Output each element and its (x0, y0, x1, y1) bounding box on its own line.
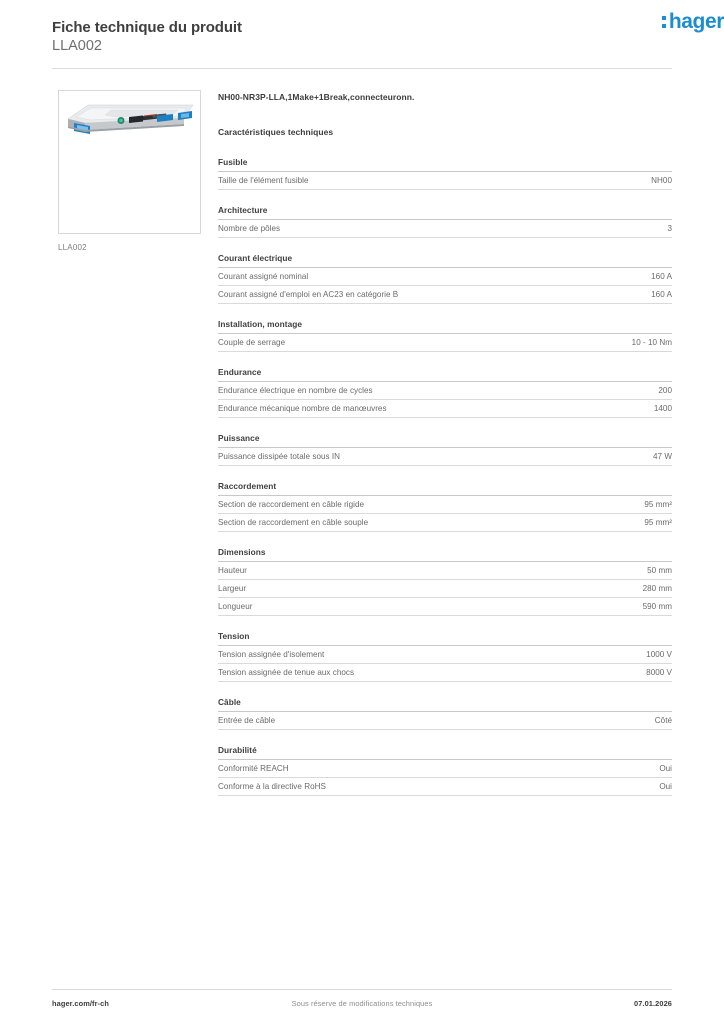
spec-group (218, 157, 672, 190)
spec-group (218, 745, 672, 796)
spec-group (218, 433, 672, 466)
spec-row-value: 160 A (651, 289, 672, 299)
spec-row (218, 562, 672, 580)
spec-row-label: Tension assignée d'isolement (218, 649, 325, 659)
spec-row (218, 514, 672, 532)
spec-group-title: Puissance (218, 433, 672, 448)
spec-row (218, 760, 672, 778)
spec-row-value: 1400 (653, 403, 672, 413)
spec-group-title: Dimensions (218, 547, 672, 562)
spec-row (218, 334, 672, 352)
spec-row-value: 280 mm (642, 583, 672, 593)
logo-colon-icon (662, 13, 666, 30)
spec-group-title: Installation, montage (218, 319, 672, 334)
spec-row-label: Courant assigné nominal (218, 271, 309, 281)
spec-row (218, 580, 672, 598)
spec-group-title: Fusible (218, 157, 672, 172)
spec-row (218, 664, 672, 682)
spec-row-label: Entrée de câble (218, 715, 276, 725)
spec-group (218, 631, 672, 682)
spec-row-label: Endurance mécanique nombre de manœuvres (218, 403, 387, 413)
spec-row (218, 448, 672, 466)
footer-disclaimer: Sous réserve de modifications techniques (291, 999, 433, 1008)
page-footer (52, 999, 672, 1011)
spec-group-title: Architecture (218, 205, 672, 220)
page-title: Fiche technique du produit (52, 19, 242, 36)
hager-logo (662, 9, 724, 33)
spec-group (218, 319, 672, 352)
spec-group-title: Câble (218, 697, 672, 712)
spec-group-title: Courant électrique (218, 253, 672, 268)
footer-divider (52, 989, 672, 990)
spec-groups-container (218, 157, 672, 796)
spec-row-label: Puissance dissipée totale sous IN (218, 451, 341, 461)
spec-group-title: Durabilité (218, 745, 672, 760)
spec-row (218, 286, 672, 304)
logo-wordmark: hager (668, 9, 724, 33)
spec-group (218, 547, 672, 616)
spec-row (218, 172, 672, 190)
spec-row-value: 47 W (652, 451, 672, 461)
product-image-caption: LLA002 (58, 243, 87, 252)
spec-group (218, 253, 672, 304)
spec-row-value: 590 mm (642, 601, 672, 611)
spec-row-label: Conformité REACH (218, 763, 289, 773)
header-divider (52, 68, 672, 69)
spec-row-label: Section de raccordement en câble souple (218, 517, 369, 527)
spec-row-value: Oui (659, 763, 672, 773)
footer-website-link[interactable]: hager.com/fr-ch (52, 999, 109, 1008)
spec-row-value: 8000 V (646, 667, 672, 677)
spec-row-label: Nombre de pôles (218, 223, 281, 233)
spec-row-value: Oui (659, 781, 672, 791)
spec-row-label: Tension assignée de tenue aux chocs (218, 667, 355, 677)
spec-row (218, 646, 672, 664)
product-figure (58, 90, 201, 252)
spec-group (218, 481, 672, 532)
spec-row-value: 3 (667, 223, 672, 233)
spec-row (218, 712, 672, 730)
spec-group-title: Tension (218, 631, 672, 646)
spec-group-title: Raccordement (218, 481, 672, 496)
spec-group (218, 205, 672, 238)
spec-row-label: Section de raccordement en câble rigide (218, 499, 365, 509)
spec-group-title: Endurance (218, 367, 672, 382)
spec-row-value: Côté (654, 715, 672, 725)
spec-row-value: 50 mm (647, 565, 672, 575)
spec-row (218, 400, 672, 418)
spec-row-value: 200 (658, 385, 672, 395)
product-photo-image (59, 93, 200, 153)
spec-row-label: Taille de l'élément fusible (218, 175, 309, 185)
page-header (52, 18, 672, 62)
page-subtitle-product-ref: LLA002 (52, 38, 102, 54)
spec-row (218, 496, 672, 514)
spec-row (218, 778, 672, 796)
spec-row (218, 268, 672, 286)
spec-row-label: Longueur (218, 601, 253, 611)
spec-row (218, 382, 672, 400)
spec-row-label: Largeur (218, 583, 247, 593)
footer-date: 07.01.2026 (634, 999, 672, 1008)
spec-row-label: Conforme à la directive RoHS (218, 781, 326, 791)
spec-row-label: Courant assigné d'emploi en AC23 en catégorie B (218, 289, 399, 299)
technical-specifications (218, 92, 672, 796)
spec-row-value: 95 mm² (644, 499, 672, 509)
product-designation: NH00-NR3P-LLA,1Make+1Break,connecteuronn. (218, 92, 415, 102)
spec-group (218, 367, 672, 418)
spec-row-value: NH00 (651, 175, 672, 185)
spec-row-value: 95 mm² (644, 517, 672, 527)
specifications-heading: Caractéristiques techniques (218, 127, 334, 137)
spec-row-label: Hauteur (218, 565, 248, 575)
spec-row-value: 160 A (651, 271, 672, 281)
product-image-frame (58, 90, 201, 234)
spec-row (218, 220, 672, 238)
spec-group (218, 697, 672, 730)
spec-row-value: 10 - 10 Nm (631, 337, 672, 347)
spec-row (218, 598, 672, 616)
spec-row-value: 1000 V (646, 649, 672, 659)
spec-row-label: Endurance électrique en nombre de cycles (218, 385, 373, 395)
spec-row-label: Couple de serrage (218, 337, 286, 347)
